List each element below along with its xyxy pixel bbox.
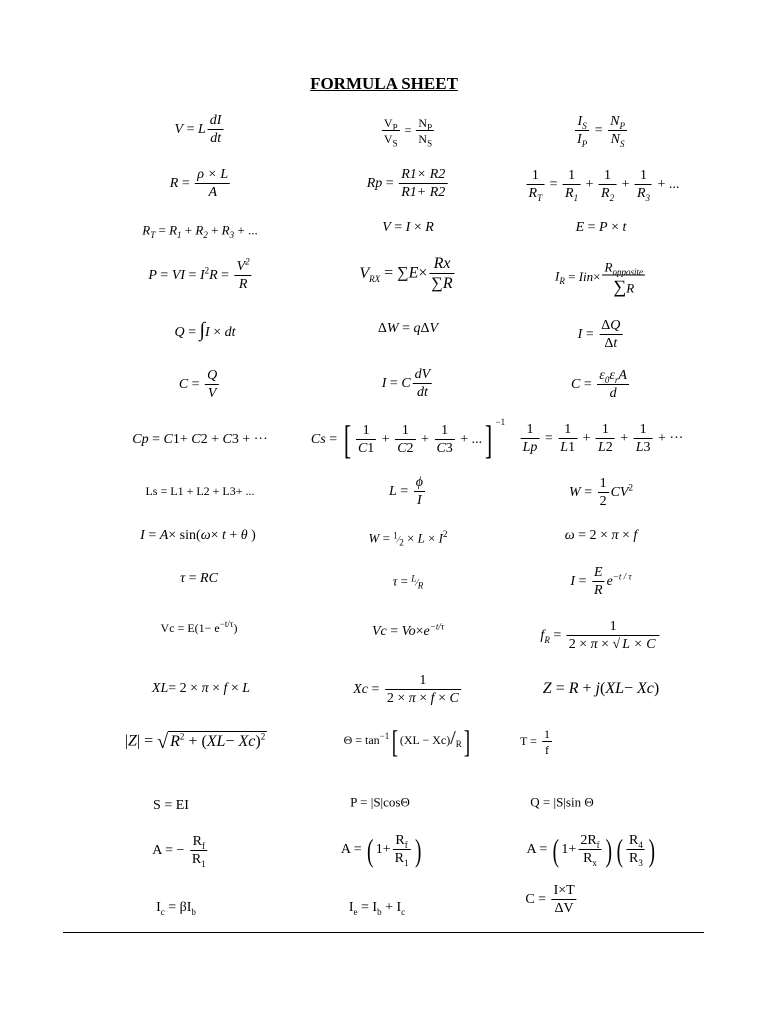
formula-non-inverting-gain: A = ( 1+ $\frac{R_f}{R_1}$ ) [340, 832, 422, 868]
formula-resistivity: R = $\frac{\rho \times L}{A}$ [169, 167, 229, 200]
formula-current-charge: I = $\frac{\Delta Q}{\Delta t}$ [577, 318, 621, 351]
formula-inductive-reactance: XL= 2 × π × f × L [151, 681, 251, 696]
formula-transistor-emitter: $I_e = I_b + I_c$ [348, 900, 406, 917]
formula-plate-capacitance: C = $\varepsilon_0\varepsilon_rA$ d [571, 368, 627, 401]
formula-bridge-amp-gain: A = ( 1+ $\frac{2R_f}{R_x}$ ) ( $\frac{R_4}{R_3}$ ) [526, 832, 656, 868]
formula-series-resistance: $R_T = R_1 + R_2 + R_3$ + ... [142, 222, 258, 241]
bottom-rule [63, 932, 704, 933]
formula-capacitance: C = $\frac{Q}{V}$ [178, 368, 218, 401]
formula-inductor-energy: $W = ^1⁄_2 \times L \times I^2$ [368, 529, 448, 548]
formula-transformer-voltage-ratio: $\frac{V_P}{V_S}$ = $\frac{N_P}{N_S}$ [383, 116, 433, 149]
formula-work-charge: ΔW = qΔV [377, 321, 439, 336]
formula-rl-current: I = $\frac{E}{R}$ $e^{-t / \tau}$ [570, 565, 632, 598]
formula-capacitance-from-current: C = $\frac{I\times T}{\Delta V}$ [525, 883, 575, 916]
formula-voltage-divider: $V_{RX} = \sum E\times$ $\frac{Rx}{\sum R}$ [359, 255, 453, 292]
formula-inductance: L = $\frac{\phi}{I}$ [389, 475, 423, 508]
formula-angular-frequency: ω = 2 × π × f [564, 528, 638, 543]
formula-phase-angle: $\Theta = \tan^{-1}$[ $(XL - Xc)/_R$] [343, 723, 471, 759]
formula-inverting-gain: A = − $\frac{R_f}{R_1}$ [152, 834, 206, 869]
formula-rl-time-constant: $\tau = ^L⁄_R$ [392, 573, 424, 591]
formula-transformer-current-ratio: $\frac{I_S}{I_P}$ = $\frac{N_P}{N_S}$ [577, 114, 625, 149]
formula-resonant-frequency: $f_R$ = $\frac{1}{2 \times \pi \times √ L \times C}$ [540, 620, 661, 652]
formula-capacitor-energy: W = $\frac{1}{2}$ $CV^2$ [569, 476, 633, 509]
formula-apparent-power: S = EI [153, 798, 189, 813]
page-title: FORMULA SHEET [310, 74, 458, 93]
formula-capacitive-reactance: Xc = $\frac{1}{2 \times \pi \times f \times C}$ [353, 673, 459, 706]
formula-parallel-two-resistors: Rp = $\frac{R1\times R2}{R1+ R2}$ [366, 167, 446, 200]
formula-impedance-magnitude: |Z| = √ $R^2 + (XL- Xc)^2$ [124, 731, 266, 753]
formula-inductor-voltage: V = L $\frac{dI}{dt}$ [174, 113, 222, 146]
formula-capacitors-parallel: Cp = C1+ C2 + C3 + ··· [132, 432, 268, 447]
formula-capacitors-series: Cs = [ $\frac{1}{C1}$ + $\frac{1}{C2}$ + $\frac{1}{C3}$ + ...] $^{-1}$ [310, 417, 506, 462]
formula-energy: E = P × t [575, 220, 627, 235]
formula-capacitor-charging: $Vc = E(1- e^{-t/\tau})$ [160, 619, 238, 635]
formula-ohms-law: V = I × R [382, 220, 434, 235]
formula-capacitor-current: I = C $\frac{dV}{dt}$ [381, 367, 431, 400]
formula-reactive-power: Q = |S|sin Θ [530, 794, 594, 810]
formula-complex-impedance: Z = R + j(XL− Xc) [542, 680, 660, 697]
formula-sine-current: I = A× sin(ω× t + θ ) [140, 528, 256, 543]
formula-charge: Q = ∫I × dt [174, 319, 236, 341]
formula-current-divider: $I_R = Iin\times$ $R_{opposite}$ ∑R [555, 259, 643, 297]
formula-period: T = $\frac{1}{f}$ [520, 727, 550, 757]
formula-power: P = VI = $I^2R$ = $\frac{V^2}{R}$ [148, 256, 250, 292]
formula-inductors-series: Ls = L1 + L2 + L3+ ... [145, 484, 255, 498]
formula-inductors-parallel: $\frac{1}{Lp}$ = $\frac{1}{L1}$ + $\frac{1}{L2}$ + $\frac{1}{L3}$ + ··· [522, 422, 684, 455]
formula-capacitor-discharging: $Vc = Vo\times e^{-t/\tau}$ [371, 621, 445, 639]
formula-rc-time-constant: τ = RC [180, 571, 218, 586]
formula-transistor-collector: $I_c = \beta I_b$ [156, 900, 196, 917]
formula-real-power: P = |S|cosΘ [350, 794, 410, 810]
formula-parallel-resistance: $\frac{1}{R_T}$ = $\frac{1}{R_1}$ + $\frac{1}{R_2}$ + $\frac{1}{R_3}$ + ... [528, 168, 680, 203]
